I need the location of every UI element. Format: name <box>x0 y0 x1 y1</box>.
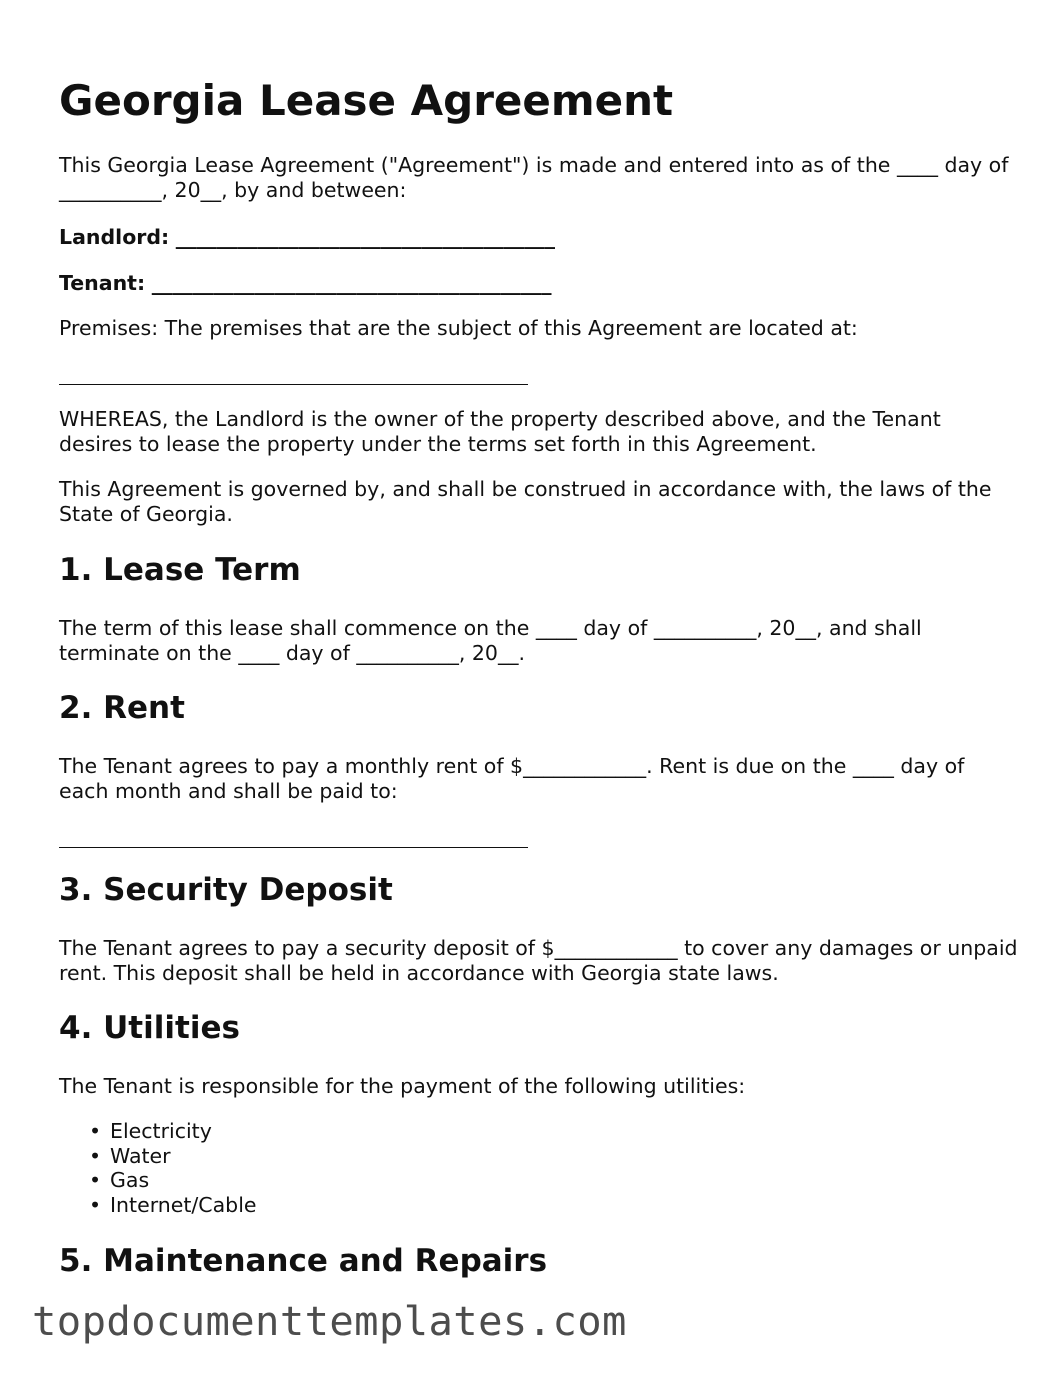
section-heading-utilities: 4. Utilities <box>59 1010 240 1046</box>
document-title: Georgia Lease Agreement <box>59 76 674 125</box>
security-deposit-paragraph: The Tenant agrees to pay a security deposit of $____________ to cover any damages or unpaid rent. This deposit shall be held in accordance with Georgia state laws. <box>59 936 1018 985</box>
landlord-line <box>59 225 1019 250</box>
tenant-blank: _______________________________________ <box>151 271 552 295</box>
list-item: • Gas <box>89 1168 150 1193</box>
governing-law-paragraph: This Agreement is governed by, and shall be construed in accordance with, the laws of the State of Georgia. <box>59 477 992 526</box>
utilities-paragraph: The Tenant is responsible for the payment of the following utilities: <box>59 1074 746 1098</box>
premises-paragraph: Premises: The premises that are the subject of this Agreement are located at: <box>59 316 858 340</box>
utilities-list <box>59 1119 257 1217</box>
bullet-icon: • <box>89 1119 102 1143</box>
tenant-line <box>59 271 1019 296</box>
list-item: • Water <box>89 1143 171 1168</box>
bullet-icon: • <box>89 1168 102 1193</box>
premises-address-line <box>59 384 528 385</box>
bullet-icon: • <box>89 1143 102 1168</box>
section-heading-security-deposit: 3. Security Deposit <box>59 872 393 908</box>
section-heading-lease-term: 1. Lease Term <box>59 552 301 588</box>
landlord-label: Landlord: <box>59 225 170 249</box>
section-heading-rent: 2. Rent <box>59 690 185 726</box>
lease-term-paragraph: The term of this lease shall commence on the ____ day of __________, 20__, and shall terminate on the ____ day of __________, 20__. <box>59 616 922 665</box>
watermark: topdocumenttemplates.com <box>32 1297 627 1345</box>
list-item: • Electricity <box>89 1119 212 1143</box>
list-item: • Internet/Cable <box>89 1192 257 1217</box>
landlord-blank: _____________________________________ <box>175 225 556 249</box>
bullet-icon: • <box>89 1192 102 1217</box>
intro-paragraph: This Georgia Lease Agreement ("Agreement") is made and entered into as of the ____ day of __________, 20__, by and between: <box>59 153 1009 202</box>
rent-paragraph: The Tenant agrees to pay a monthly rent of $____________. Rent is due on the ____ day of each month and shall be paid to: <box>59 754 965 803</box>
section-heading-maintenance: 5. Maintenance and Repairs <box>59 1243 548 1279</box>
tenant-label: Tenant: <box>59 271 146 295</box>
rent-payee-line <box>59 847 528 848</box>
whereas-paragraph: WHEREAS, the Landlord is the owner of the property described above, and the Tenant desires to lease the property under the terms set forth in this Agreement. <box>59 407 941 456</box>
